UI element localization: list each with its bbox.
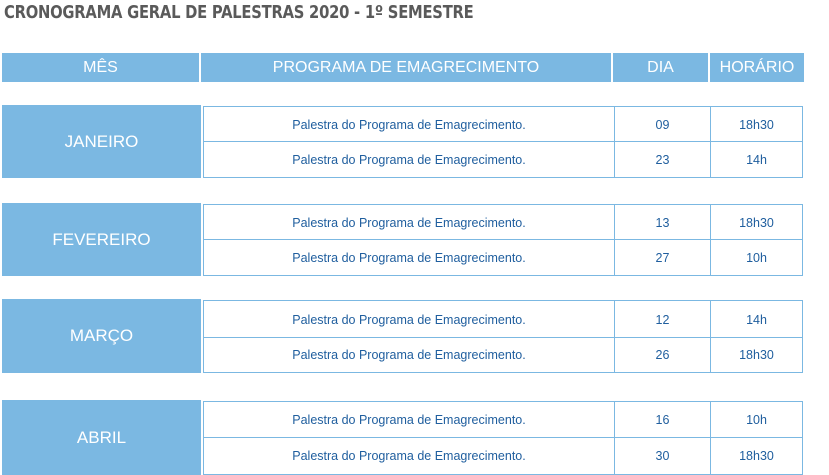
page-title: CRONOGRAMA GERAL DE PALESTRAS 2020 - 1º SEMESTRE <box>4 2 474 23</box>
program-cell: Palestra do Programa de Emagrecimento. <box>203 437 615 475</box>
day-cell: 13 <box>614 204 711 241</box>
time-cell: 18h30 <box>710 204 803 241</box>
month-label: ABRIL <box>2 400 201 475</box>
header-program: PROGRAMA DE EMAGRECIMENTO <box>201 53 611 82</box>
program-cell: Palestra do Programa de Emagrecimento. <box>203 239 615 276</box>
day-cell: 12 <box>614 300 711 339</box>
day-cell: 26 <box>614 337 711 373</box>
day-cell: 30 <box>614 437 711 475</box>
program-cell: Palestra do Programa de Emagrecimento. <box>203 401 615 439</box>
program-cell: Palestra do Programa de Emagrecimento. <box>203 300 615 339</box>
program-cell: Palestra do Programa de Emagrecimento. <box>203 141 615 178</box>
day-cell: 09 <box>614 106 711 143</box>
month-label: FEVEREIRO <box>2 203 201 276</box>
header-month: MÊS <box>2 53 199 82</box>
time-cell: 14h <box>710 141 803 178</box>
header-day: DIA <box>613 53 708 82</box>
program-cell: Palestra do Programa de Emagrecimento. <box>203 204 615 241</box>
time-cell: 10h <box>710 401 803 439</box>
day-cell: 27 <box>614 239 711 276</box>
header-time: HORÁRIO <box>710 53 804 82</box>
day-cell: 23 <box>614 141 711 178</box>
program-cell: Palestra do Programa de Emagrecimento. <box>203 337 615 373</box>
time-cell: 18h30 <box>710 437 803 475</box>
time-cell: 10h <box>710 239 803 276</box>
program-cell: Palestra do Programa de Emagrecimento. <box>203 106 615 143</box>
day-cell: 16 <box>614 401 711 439</box>
month-label: JANEIRO <box>2 105 201 178</box>
month-label: MARÇO <box>2 299 201 373</box>
time-cell: 18h30 <box>710 106 803 143</box>
time-cell: 18h30 <box>710 337 803 373</box>
time-cell: 14h <box>710 300 803 339</box>
